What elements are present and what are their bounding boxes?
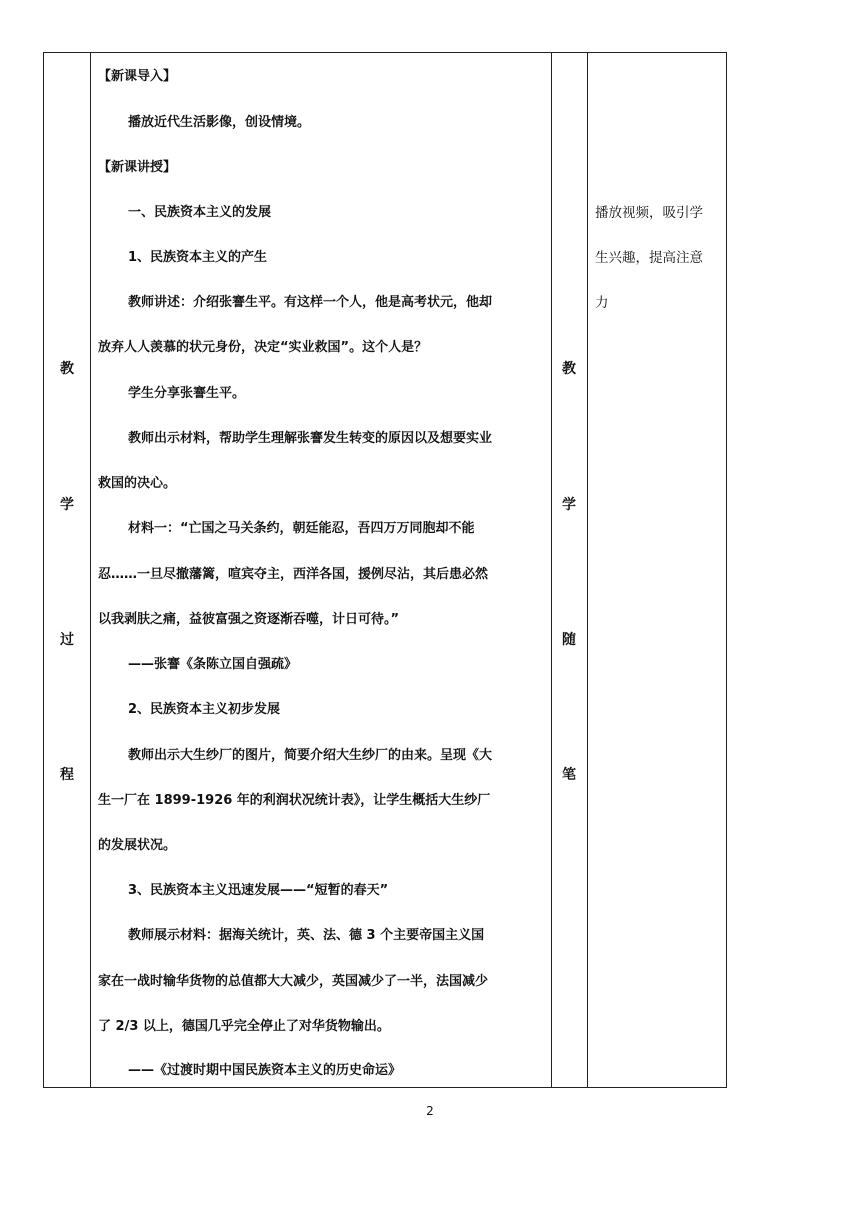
lesson-content bbox=[98, 53, 546, 1083]
left-label-char: 学 bbox=[60, 497, 74, 513]
mid-label-char: 学 bbox=[562, 497, 576, 513]
content-line: 1、民族资本主义的产生 bbox=[128, 250, 268, 265]
content-line: 播放近代生活影像，创设情境。 bbox=[128, 115, 311, 130]
note-line: 播放视频，吸引学 bbox=[595, 205, 703, 221]
column-divider bbox=[90, 53, 91, 1087]
left-label-char: 程 bbox=[60, 767, 74, 783]
content-line: 以我剥肤之痛，益彼富强之资逐渐吞噬，计日可待。” bbox=[98, 612, 400, 627]
content-line: 学生分享张謇生平。 bbox=[128, 386, 246, 401]
content-line: 【新课讲授】 bbox=[98, 160, 177, 175]
left-label-char: 过 bbox=[60, 632, 74, 648]
mid-label-char: 随 bbox=[562, 632, 576, 648]
content-line: 教师讲述：介绍张謇生平。有这样一个人，他是高考状元，他却 bbox=[128, 295, 493, 310]
content-line: ——《过渡时期中国民族资本主义的历史命运》 bbox=[128, 1063, 402, 1078]
column-divider bbox=[587, 53, 588, 1087]
content-line: 3、民族资本主义迅速发展——“短暂的春天” bbox=[128, 883, 389, 898]
content-line: 一、民族资本主义的发展 bbox=[128, 205, 272, 220]
content-line: 救国的决心。 bbox=[98, 476, 177, 491]
mid-label-char: 笔 bbox=[562, 767, 576, 783]
note-line: 生兴趣，提高注意 bbox=[595, 250, 703, 266]
content-line: 2、民族资本主义初步发展 bbox=[128, 702, 281, 717]
content-line: 教师展示材料：据海关统计，英、法、德 3 个主要帝国主义国 bbox=[128, 928, 485, 943]
content-line: 了 2/3 以上，德国几乎完全停止了对华货物输出。 bbox=[98, 1019, 390, 1034]
note-line: 力 bbox=[595, 295, 609, 311]
content-line: 教师出示大生纱厂的图片，简要介绍大生纱厂的由来。呈现《大 bbox=[128, 748, 493, 763]
content-line: 忍……一旦尽撤藩篱，喧宾夺主，西洋各国，援例尽沾，其后患必然 bbox=[98, 567, 489, 582]
content-line: 家在一战时输华货物的总值都大大减少，英国减少了一半，法国减少 bbox=[98, 974, 489, 989]
left-label-char: 教 bbox=[60, 361, 74, 377]
content-line: 教师出示材料，帮助学生理解张謇发生转变的原因以及想要实业 bbox=[128, 431, 493, 446]
lesson-table bbox=[43, 52, 727, 1088]
content-line: 【新课导入】 bbox=[98, 69, 177, 84]
mid-label-char: 教 bbox=[562, 361, 576, 377]
content-line: ——张謇《条陈立国自强疏》 bbox=[128, 657, 298, 672]
page-number: 2 bbox=[426, 1104, 434, 1118]
content-line: 生一厂在 1899-1926 年的利润状况统计表》，让学生概括大生纱厂 bbox=[98, 793, 491, 808]
content-line: 放弃人人羡慕的状元身份，决定“实业救国”。这个人是？ bbox=[98, 340, 428, 355]
teaching-note bbox=[595, 53, 723, 353]
column-divider bbox=[551, 53, 552, 1087]
content-line: 的发展状况。 bbox=[98, 838, 177, 853]
content-line: 材料一：“亡国之马关条约，朝廷能忍，吾四万万同胞却不能 bbox=[128, 521, 475, 536]
